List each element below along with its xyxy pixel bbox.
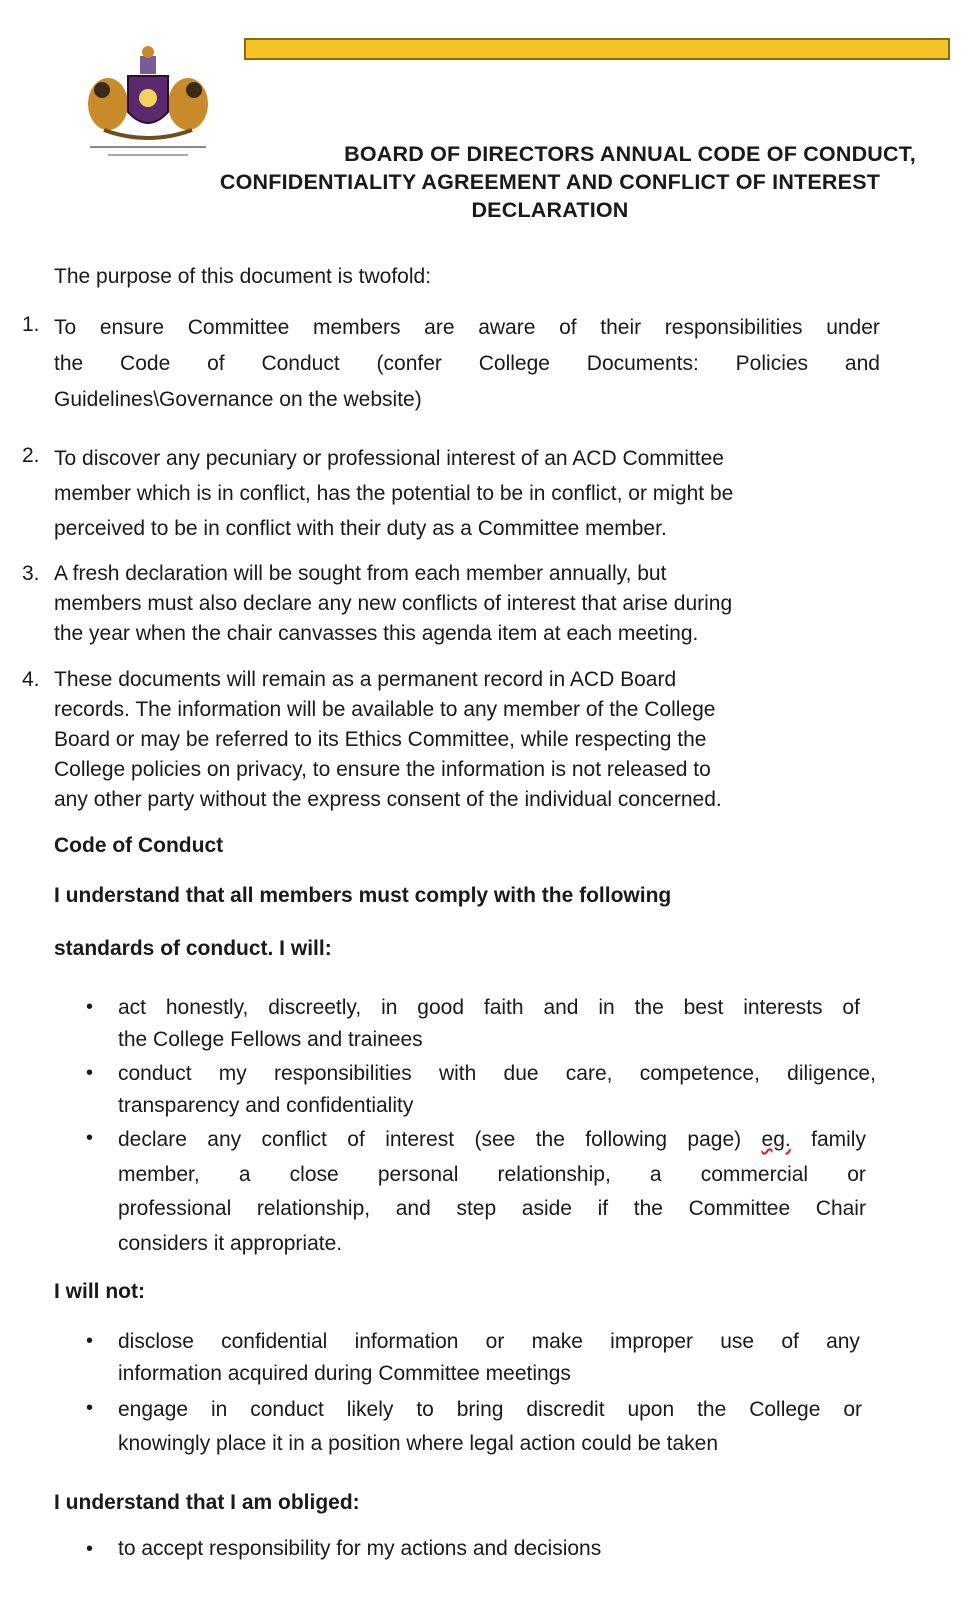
word: the [697, 1398, 727, 1421]
document-title [150, 140, 950, 224]
word: disclose [118, 1330, 194, 1353]
word: commercial [700, 1162, 809, 1186]
word: page) [687, 1128, 742, 1151]
text-line: any other party without the express consent of the individual concerned. [54, 788, 722, 811]
word: under [826, 316, 880, 339]
word: care, [565, 1062, 613, 1085]
bullet-dot: • [86, 996, 94, 1018]
comply-text-line-2: standards of conduct. I will: [54, 937, 332, 960]
word: good [417, 996, 465, 1019]
item-number: 3. [22, 562, 40, 585]
word: to [416, 1398, 434, 1421]
word: honestly, [165, 996, 249, 1019]
word: of [559, 316, 577, 339]
text-line: the College Fellows and trainees [118, 1028, 423, 1051]
word: information [354, 1330, 459, 1353]
text-line: College policies on privacy, to ensure the information is not released to [54, 758, 711, 781]
word: of [842, 996, 860, 1019]
word: in [210, 1398, 228, 1421]
word: family [811, 1128, 866, 1151]
word: likely [346, 1398, 394, 1421]
word: or [485, 1330, 505, 1353]
word: Conduct [261, 352, 340, 375]
justified-line [118, 1158, 866, 1193]
text-line: records. The information will be available to any member of the College [54, 698, 716, 721]
word: ensure [99, 316, 165, 339]
title-line-2: CONFIDENTIALITY AGREEMENT AND CONFLICT OF INTEREST [219, 170, 881, 194]
justified-line [54, 310, 880, 346]
justified-line [54, 346, 880, 382]
word: their [600, 316, 642, 339]
obliged-bullet-1 [118, 1534, 944, 1564]
word: with [438, 1062, 477, 1085]
word: responsibilities [274, 1062, 412, 1085]
word: act [118, 996, 147, 1019]
justified-line [118, 1058, 876, 1090]
text-line: transparency and confidentiality [118, 1094, 414, 1117]
justified-line [118, 1192, 866, 1227]
will-bullet-1 [118, 992, 860, 1056]
word: and [543, 996, 579, 1019]
numbered-item-2 [54, 441, 880, 546]
text-line: Board or may be referred to its Ethics Committee, while respecting the [54, 728, 707, 751]
word: any [826, 1330, 860, 1353]
word: Policies [735, 352, 809, 375]
word: best [683, 996, 724, 1019]
word: interests [743, 996, 823, 1019]
word: interest [385, 1128, 455, 1151]
word: the [535, 1128, 565, 1151]
word: College [749, 1398, 821, 1421]
word: are [424, 316, 455, 339]
word: the [633, 1197, 663, 1220]
title-line-1: BOARD OF DIRECTORS ANNUAL CODE OF CONDUCT, [344, 142, 916, 166]
will-not-bullet-2 [118, 1393, 862, 1461]
justified-line [118, 1393, 862, 1427]
text-line: members must also declare any new conflicts of interest that arise during [54, 592, 733, 615]
word: step [456, 1197, 497, 1220]
word: discreetly, [268, 996, 362, 1019]
word: make [531, 1330, 583, 1353]
obliged-heading: I understand that I am obliged: [54, 1491, 360, 1514]
word: close [289, 1162, 339, 1186]
word: member, [118, 1162, 200, 1186]
word: or [847, 1162, 866, 1186]
word: (confer [376, 352, 442, 375]
text-line: to accept responsibility for my actions and decisions [118, 1537, 602, 1560]
word: a [649, 1162, 662, 1186]
bullet-dot: • [86, 1127, 94, 1149]
word: confidential [221, 1330, 328, 1353]
word: engage [118, 1398, 189, 1421]
word: eg. [761, 1128, 791, 1151]
word: To [54, 316, 77, 339]
word: or [843, 1398, 862, 1421]
word: members [312, 316, 401, 339]
word: competence, [639, 1062, 760, 1085]
bullet-dot: • [86, 1538, 94, 1560]
word: conduct [118, 1062, 192, 1085]
item-number: 1. [22, 313, 40, 336]
word: professional [118, 1197, 232, 1220]
word: relationship, [256, 1197, 371, 1220]
numbered-item-1 [54, 310, 880, 418]
word: the [634, 996, 664, 1019]
word: Chair [815, 1197, 866, 1220]
word: and [395, 1197, 431, 1220]
word: of [207, 352, 225, 375]
word: the [54, 352, 84, 375]
text-line: Guidelines\Governance on the website) [54, 388, 422, 411]
word: Committee [688, 1197, 791, 1220]
will-bullet-2 [118, 1058, 876, 1122]
bullet-dot: • [86, 1397, 94, 1419]
text-line: information acquired during Committee meetings [118, 1362, 571, 1385]
text-line: considers it appropriate. [118, 1231, 343, 1255]
word: of [781, 1330, 799, 1353]
word: if [597, 1197, 609, 1220]
word: declare [118, 1128, 187, 1151]
text-line: A fresh declaration will be sought from each member annually, but [54, 562, 667, 585]
word: personal [377, 1162, 459, 1186]
text-line: perceived to be in conflict with their duty as a Committee member. [54, 517, 667, 540]
bullet-dot: • [86, 1330, 94, 1352]
word: conduct [250, 1398, 324, 1421]
text-line: the year when the chair canvasses this agenda item at each meeting. [54, 622, 699, 645]
word: Code [120, 352, 171, 375]
will-not-heading: I will not: [54, 1280, 145, 1303]
justified-line [118, 992, 860, 1024]
word: improper [610, 1330, 694, 1353]
text-line: knowingly place it in a position where legal action could be taken [118, 1432, 719, 1455]
header-accent-bar [244, 38, 950, 60]
will-bullet-3 [118, 1123, 866, 1261]
word: use [720, 1330, 755, 1353]
word: following [585, 1128, 668, 1151]
word: and [844, 352, 880, 375]
text-line: member which is in conflict, has the potential to be in conflict, or might be [54, 482, 734, 505]
word: bring [456, 1398, 504, 1421]
word: conflict [261, 1128, 327, 1151]
word: responsibilities [664, 316, 803, 339]
word: in [381, 996, 398, 1019]
item-number: 4. [22, 668, 40, 691]
word: faith [483, 996, 524, 1019]
word: diligence, [787, 1062, 876, 1085]
word: aside [521, 1197, 572, 1220]
will-not-bullet-1 [118, 1326, 860, 1390]
word: discredit [526, 1398, 605, 1421]
word: a [238, 1162, 251, 1186]
word: Committee [187, 316, 290, 339]
bullet-dot: • [86, 1062, 94, 1084]
word: relationship, [497, 1162, 611, 1186]
intro-text: The purpose of this document is twofold: [54, 265, 432, 288]
justified-line [118, 1123, 866, 1158]
word: my [218, 1062, 247, 1085]
code-of-conduct-heading: Code of Conduct [54, 834, 224, 857]
text-line: These documents will remain as a permanent record in ACD Board [54, 668, 677, 691]
title-line-3: DECLARATION [471, 198, 629, 222]
word: any [207, 1128, 242, 1151]
word: aware [478, 316, 536, 339]
word: in [598, 996, 615, 1019]
word: upon [627, 1398, 675, 1421]
word: Documents: [586, 352, 699, 375]
numbered-item-4 [54, 665, 880, 815]
numbered-item-3 [54, 559, 880, 649]
justified-line [118, 1326, 860, 1358]
comply-text-line-1: I understand that all members must comply with the following [54, 884, 672, 907]
word: College [478, 352, 550, 375]
word: (see [474, 1128, 516, 1151]
item-number: 2. [22, 444, 40, 467]
word: due [503, 1062, 539, 1085]
text-line: To discover any pecuniary or professional interest of an ACD Committee [54, 447, 724, 470]
word: of [347, 1128, 365, 1151]
